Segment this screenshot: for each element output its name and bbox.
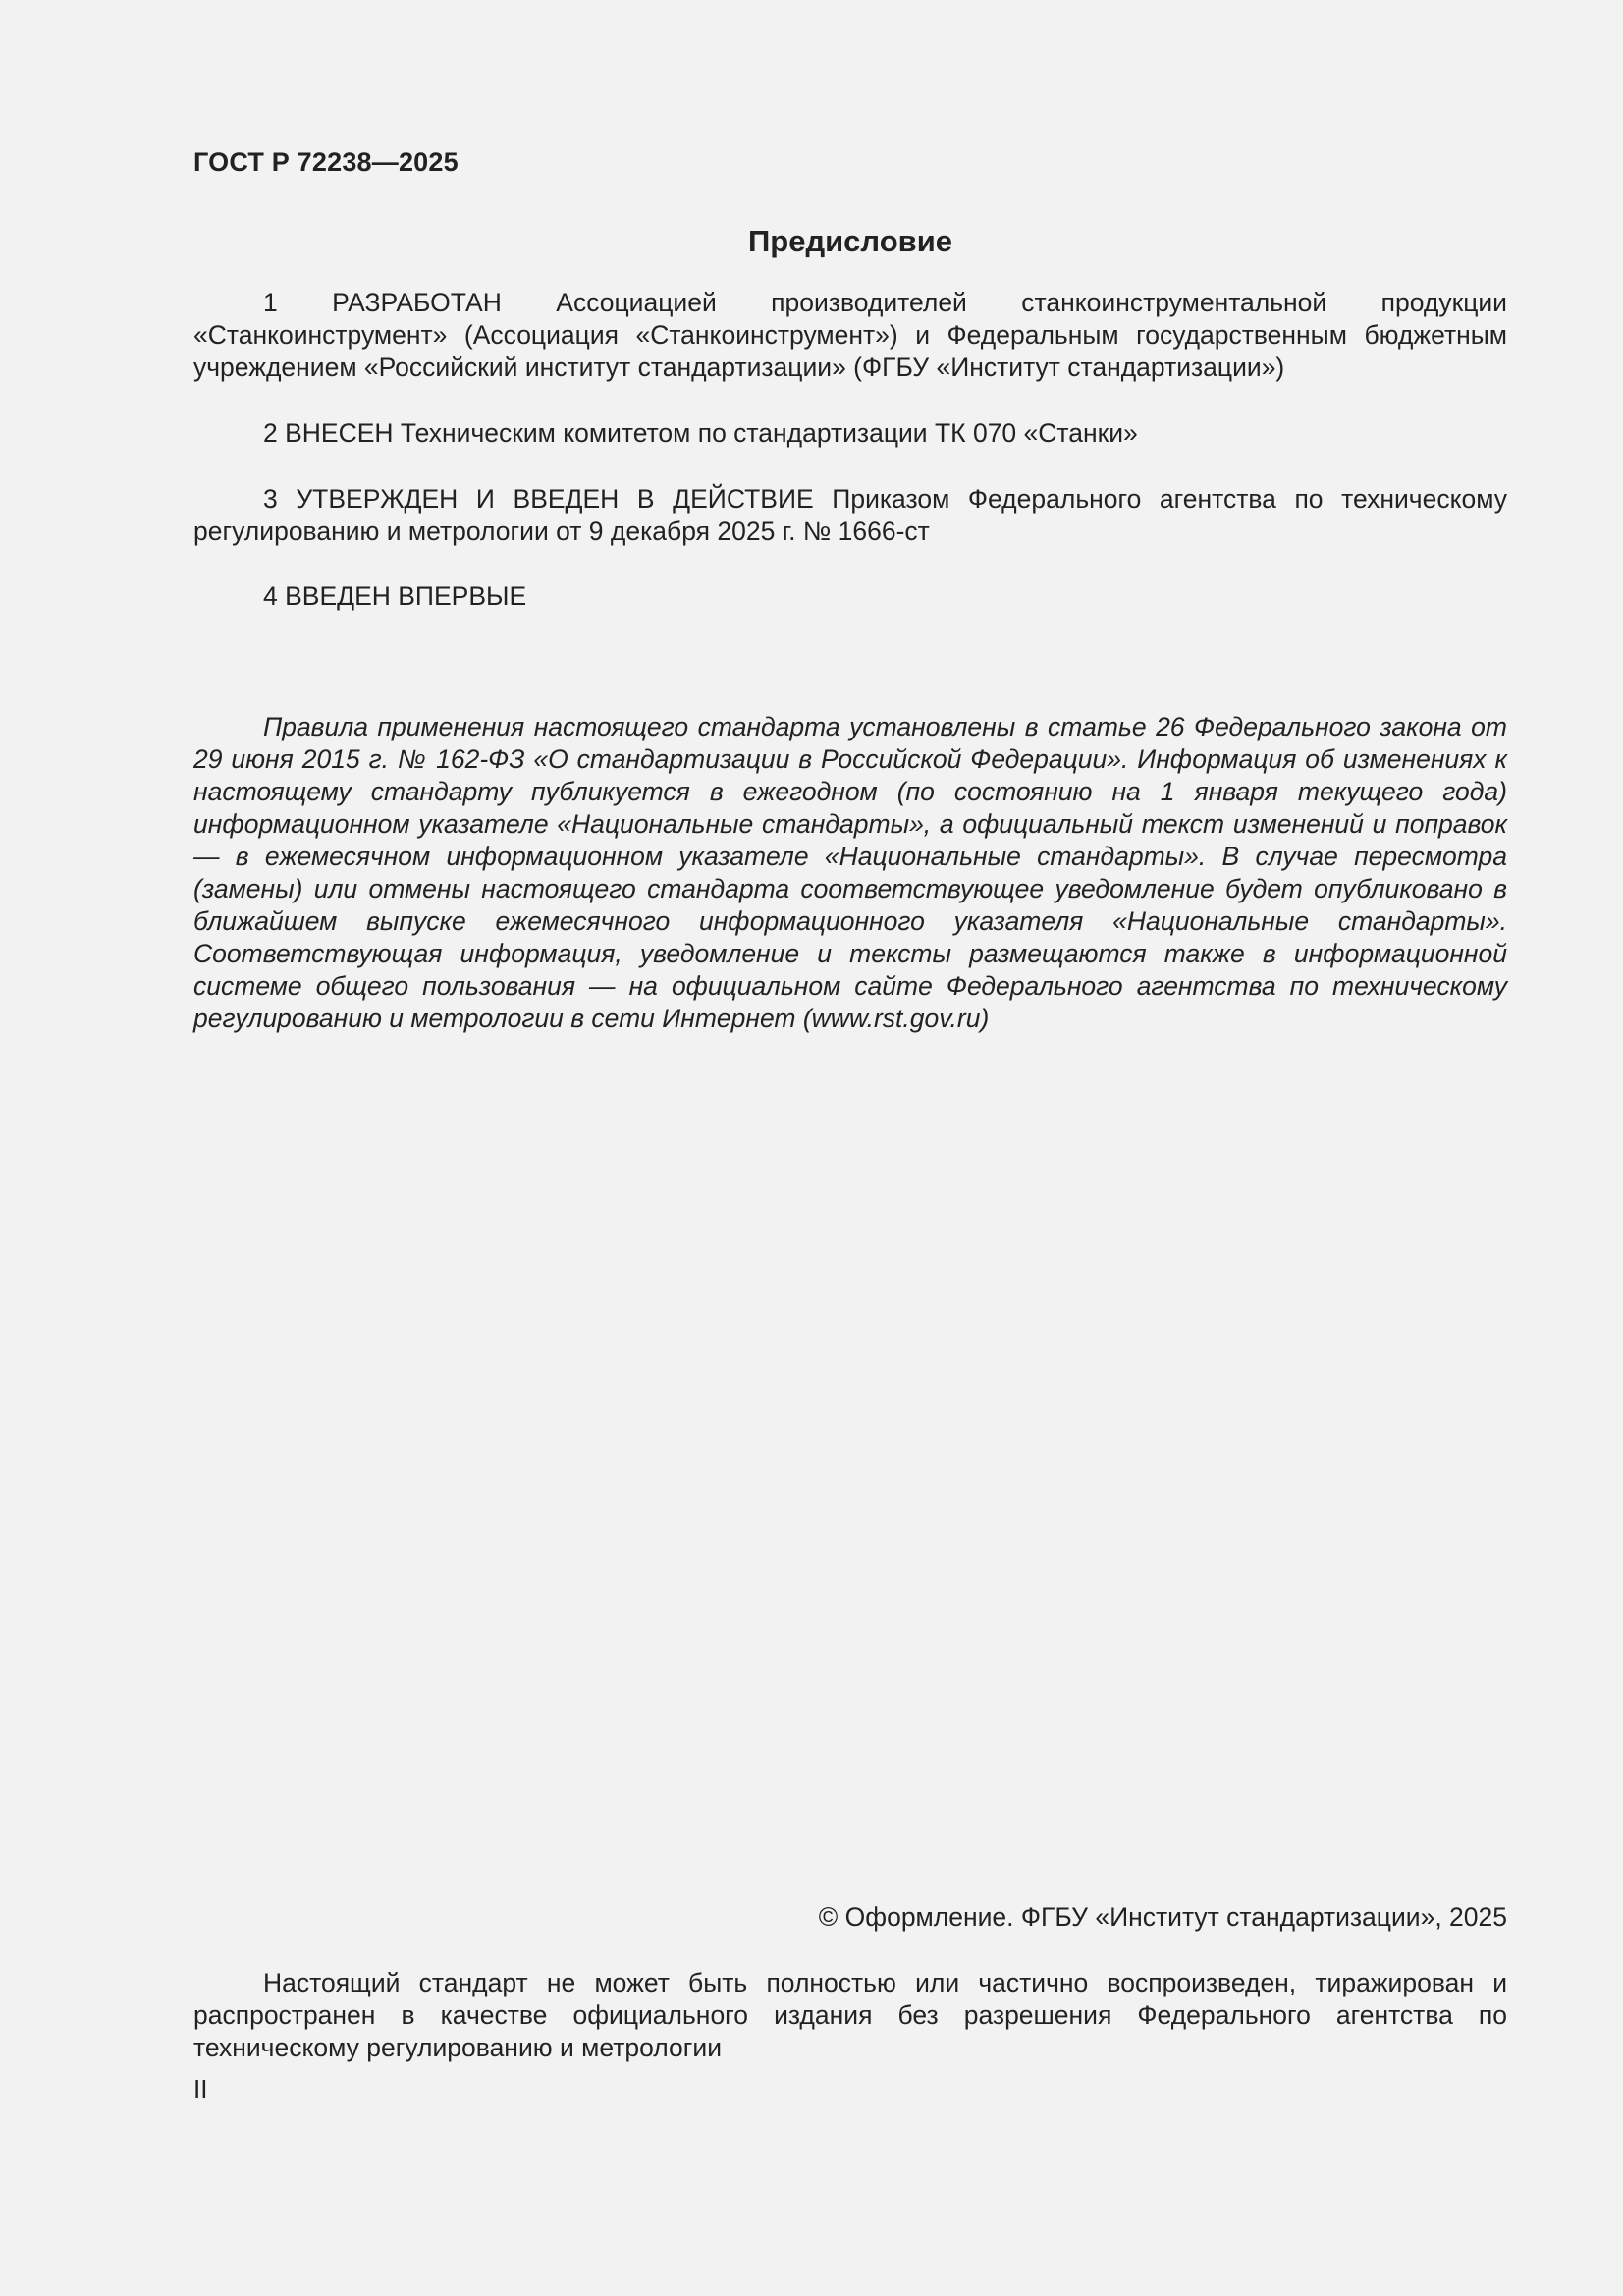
reproduction-notice: Настоящий стандарт не может быть полностью или частично воспроизведен, тиражирован и распространен в качестве официального издания без разрешения Федерального агентства по техническому регулированию и метрологии bbox=[193, 1968, 1507, 2062]
document-code: ГОСТ Р 72238—2025 bbox=[193, 147, 459, 177]
copyright-notice: © Оформление. ФГБУ «Институт стандартизации», 2025 bbox=[818, 1902, 1507, 1932]
preface-item-1: 1 РАЗРАБОТАН Ассоциацией производителей станкоинструментальной продукции «Станкоинструмент» (Ассоциация «Станкоинструмент») и Федеральным государственным бюджетным учреждением «Российский институт стандартизации» (ФГБУ «Институт стандартизации») bbox=[193, 288, 1507, 382]
preface-item-3: 3 УТВЕРЖДЕН И ВВЕДЕН В ДЕЙСТВИЕ Приказом Федерального агентства по техническому регулированию и метрологии от 9 декабря 2025 г. № 1666-ст bbox=[193, 484, 1507, 546]
page-number: II bbox=[193, 2074, 208, 2104]
preface-item-2: 2 ВНЕСЕН Техническим комитетом по стандартизации ТК 070 «Станки» bbox=[263, 418, 1138, 448]
preface-item-4: 4 ВВЕДЕН ВПЕРВЫЕ bbox=[263, 581, 527, 611]
page-title: Предисловие bbox=[747, 224, 952, 258]
rules-note: Правила применения настоящего стандарта установлены в статье 26 Федерального закона от 29 июня 2015 г. № 162-ФЗ «О стандартизации в Российской Федерации». Информация об изменениях к настоящему стандарту публикуется в ежегодном (по состоянию на 1 января текущего года) информационном указателе «Национальные стандарты», а официальный текст изменений и поправок — в ежемесячном информационном указателе «Национальные стандарты». В случае пересмотра (замены) или отмены настоящего стандарта соответствующее уведомление будет опубликовано в ближайшем выпуске ежемесячного информационного указателя «Национальные стандарты». Соответствующая информация, уведомление и тексты размещаются также в информационной системе общего пользования — на официальном сайте Федерального агентства по техническому регулированию и метрологии в сети Интернет (www.rst.gov.ru) bbox=[193, 712, 1507, 1033]
